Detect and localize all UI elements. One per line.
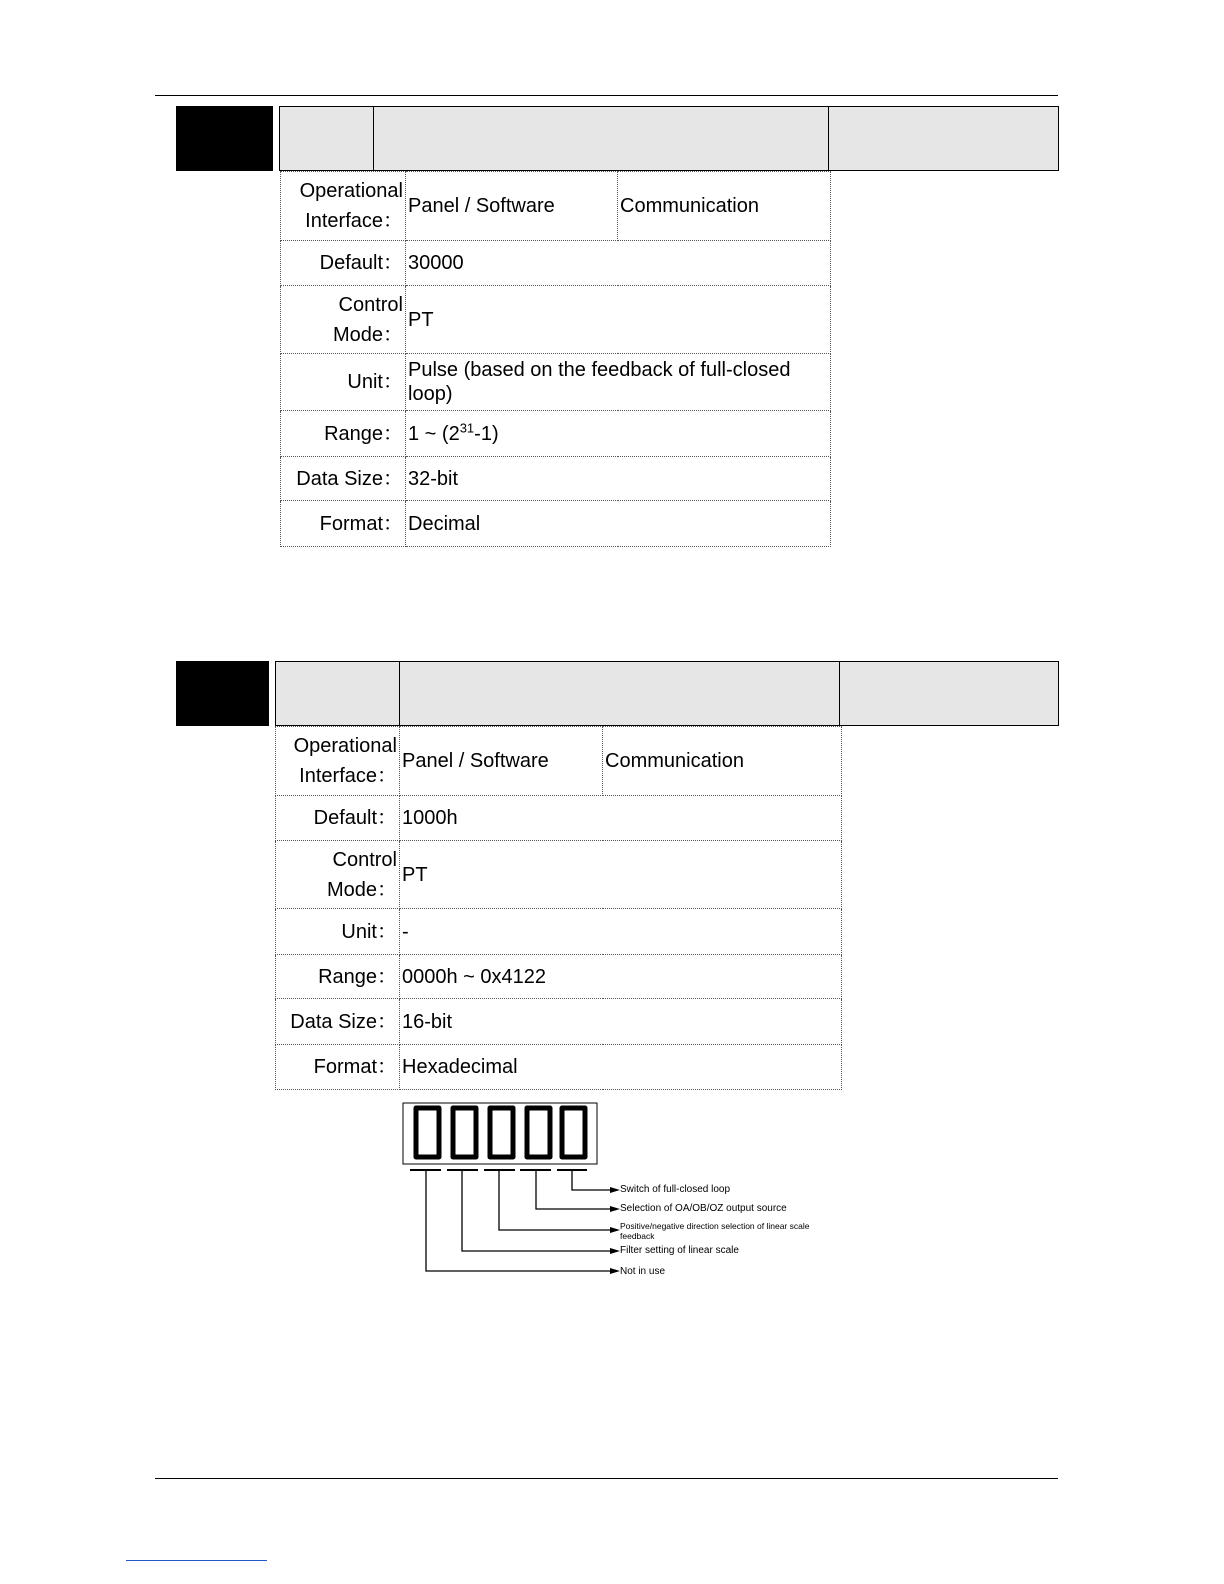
table-row — [281, 411, 831, 457]
control-mode-value: PT — [400, 841, 842, 909]
table-row — [276, 796, 842, 841]
control-mode-label: Control Mode： — [276, 841, 400, 909]
header-rule — [155, 95, 1058, 96]
param1-header-divider — [373, 107, 374, 170]
digit-label-full-closed-loop: Switch of full-closed loop — [620, 1184, 731, 1195]
digit-label-filter-setting: Filter setting of linear scale — [620, 1245, 739, 1256]
param1-header-bar — [279, 106, 1059, 171]
range-label: Range： — [281, 411, 406, 457]
default-label: Default： — [281, 241, 406, 286]
data-size-label: Data Size： — [276, 999, 400, 1045]
default-value: 30000 — [406, 241, 831, 286]
data-size-value: 16-bit — [400, 999, 842, 1045]
range-label: Range： — [276, 955, 400, 999]
table-row — [281, 241, 831, 286]
digit-label-output-source: Selection of OA/OB/OZ output source — [620, 1203, 787, 1214]
data-size-label: Data Size： — [281, 457, 406, 501]
interface-option-communication: Communication — [618, 172, 831, 241]
table-row — [276, 955, 842, 999]
operational-interface-label: Operational Interface： — [276, 727, 400, 796]
table-row — [281, 354, 831, 411]
control-mode-value: PT — [406, 286, 831, 354]
param1-table — [280, 171, 831, 547]
param2-interface-row — [276, 727, 842, 796]
format-value: Decimal — [406, 501, 831, 547]
unit-label: Unit： — [281, 354, 406, 411]
footer-rule — [155, 1478, 1058, 1479]
table-row — [276, 999, 842, 1045]
format-value: Hexadecimal — [400, 1045, 842, 1090]
range-value-exponent: 31 — [459, 419, 475, 435]
interface-option-panel: Panel / Software — [406, 172, 618, 241]
param2-header-divider — [399, 662, 400, 725]
table-row — [276, 841, 842, 909]
default-label: Default： — [276, 796, 400, 841]
unit-value: Pulse (based on the feedback of full-closed loop) — [406, 354, 831, 411]
table-row — [281, 501, 831, 547]
digit-label-direction-selection: Positive/negative direction selection of linear scale feedback — [620, 1221, 810, 1241]
digit-label-not-in-use: Not in use — [620, 1266, 666, 1277]
param1-header-divider — [828, 107, 829, 170]
table-row — [281, 286, 831, 354]
control-mode-label: Control Mode： — [281, 286, 406, 354]
param2-header-divider — [839, 662, 840, 725]
table-row — [276, 909, 842, 955]
footer-link-underline — [126, 1560, 267, 1561]
unit-value: - — [400, 909, 842, 955]
format-label: Format： — [276, 1045, 400, 1090]
table-row — [276, 1045, 842, 1090]
operational-interface-label: Operational Interface： — [281, 172, 406, 241]
range-value: 0000h ~ 0x4122 — [400, 955, 842, 999]
range-value-tail: -1) — [474, 422, 499, 445]
range-value — [406, 411, 831, 457]
param2-code-block — [176, 661, 269, 726]
unit-label: Unit： — [276, 909, 400, 955]
param1-code-block — [176, 106, 273, 171]
interface-option-panel: Panel / Software — [400, 727, 603, 796]
param2-header-bar — [275, 661, 1059, 726]
format-label: Format： — [281, 501, 406, 547]
digit-function-diagram — [402, 1102, 822, 1292]
data-size-value: 32-bit — [406, 457, 831, 501]
param2-table — [275, 726, 842, 1090]
param1-interface-row — [281, 172, 831, 241]
range-value-base: 1 ~ (2 — [408, 422, 460, 445]
default-value: 1000h — [400, 796, 842, 841]
interface-option-communication: Communication — [603, 727, 842, 796]
seven-segment-display-graphic — [402, 1102, 822, 1292]
table-row — [281, 457, 831, 501]
